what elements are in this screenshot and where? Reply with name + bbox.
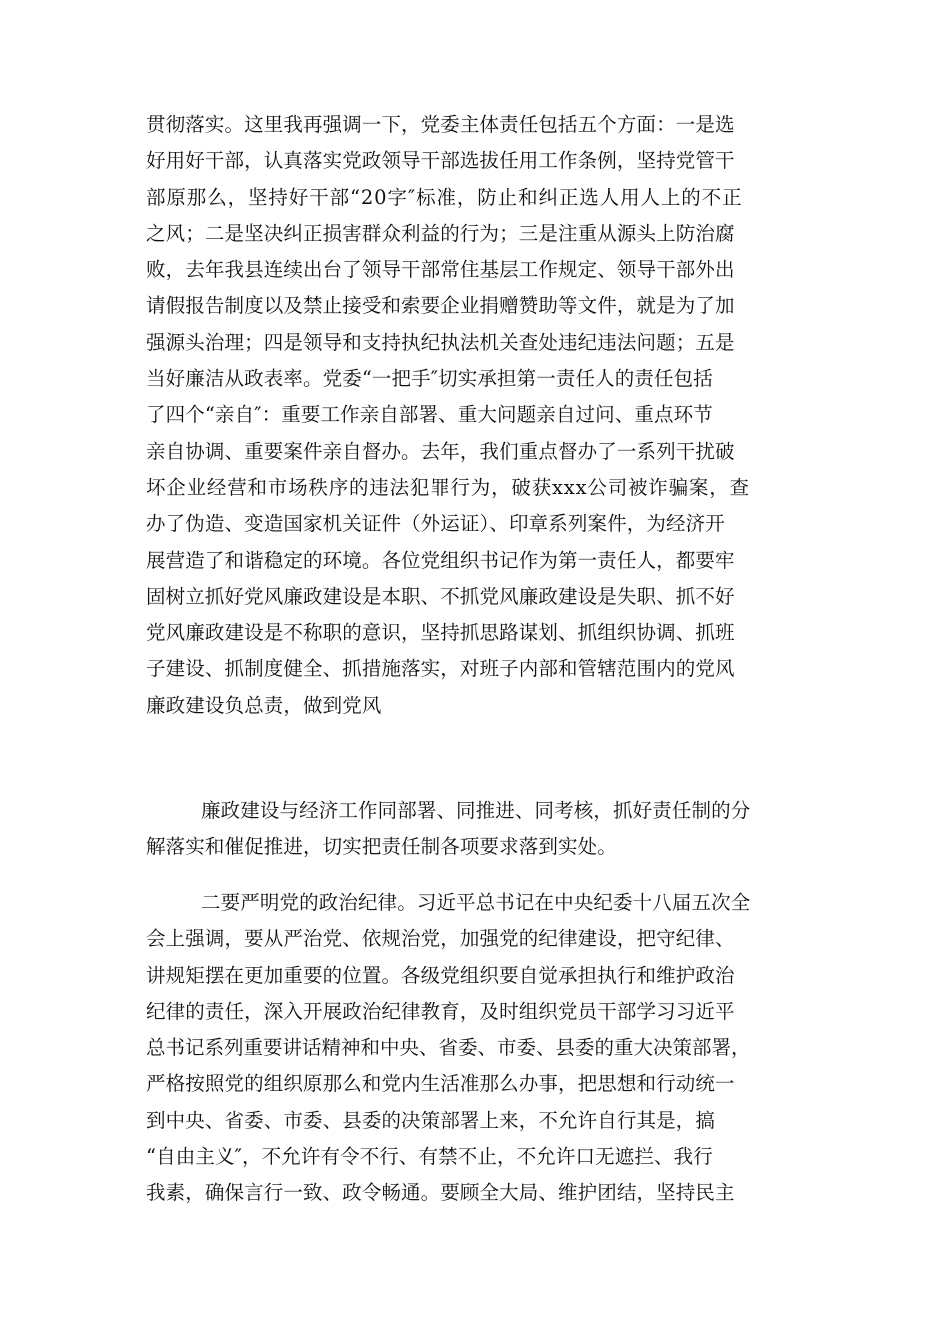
text-line: 之风；二是坚决纠正损害群众利益的行为；三是注重从源头上防治腐 <box>146 221 735 245</box>
text-line: 坏企业经营和市场秩序的违法犯罪行为，破获xxx公司被诈骗案，查 <box>146 475 750 499</box>
text-line: “自由主义″，不允许有令不行、有禁不止，不允许口无遮拦、我行 <box>146 1145 713 1169</box>
text-line: 纪律的责任，深入开展政治纪律教育，及时组织党员干部学习习近平 <box>146 999 735 1023</box>
text-line: 到中央、省委、市委、县委的决策部署上来，不允许自行其是，搞 <box>146 1108 715 1132</box>
text-line: 我素，确保言行一致、政令畅通。要顾全大局、维护团结，坚持民主 <box>146 1181 735 1205</box>
text-line: 展营造了和谐稳定的环境。各位党组织书记作为第一责任人，都要牢 <box>146 548 735 572</box>
text-line: 解落实和催促推进，切实把责任制各项要求落到实处。 <box>146 835 617 859</box>
paragraph-responsibility <box>146 107 826 724</box>
paragraph-implementation <box>146 793 826 866</box>
text-line: 了四个“亲自″：重要工作亲自部署、重大问题亲自过问、重点环节 <box>146 403 713 427</box>
text-line: 亲自协调、重要案件亲自督办。去年，我们重点督办了一系列干扰破 <box>146 439 735 463</box>
text-line: 党风廉政建设是不称职的意识，坚持抓思路谋划、抓组织协调、抓班 <box>146 621 735 645</box>
text-line: 败，去年我县连续出台了领导干部常住基层工作规定、领导干部外出 <box>146 258 735 282</box>
text-line: 严格按照党的组织原那么和党内生活准那么办事，把思想和行动统一 <box>146 1072 735 1096</box>
text-line: 办了伪造、变造国家机关证件（外运证）、印章系列案件，为经济开 <box>146 512 725 536</box>
text-line: 固树立抓好党风廉政建设是本职、不抓党风廉政建设是失职、抓不好 <box>146 584 735 608</box>
text-line: 廉政建设与经济工作同部署、同推进、同考核，抓好责任制的分 <box>201 799 751 822</box>
text-line: 当好廉洁从政表率。党委“一把手″切实承担第一责任人的责任包括 <box>146 367 713 391</box>
paragraph-political-discipline <box>146 885 826 1212</box>
text-line: 子建设、抓制度健全、抓措施落实，对班子内部和管辖范围内的党风 <box>146 657 735 681</box>
text-line: 强源头治理；四是领导和支持执纪执法机关查处违纪违法问题；五是 <box>146 330 735 354</box>
text-line: 贯彻落实。这里我再强调一下，党委主体责任包括五个方面：一是选 <box>146 113 735 136</box>
text-line: 总书记系列重要讲话精神和中央、省委、市委、县委的重大决策部署， <box>146 1036 751 1060</box>
text-line: 好用好干部，认真落实党政领导干部选拔任用工作条例，坚持党管干 <box>146 149 735 173</box>
text-line: 讲规矩摆在更加重要的位置。各级党组织要自觉承担执行和维护政治 <box>146 963 735 987</box>
text-line: 请假报告制度以及禁止接受和索要企业捐赠赞助等文件，就是为了加 <box>146 294 735 318</box>
text-line: 二要严明党的政治纪律。习近平总书记在中央纪委十八届五次全 <box>201 891 751 914</box>
text-line: 会上强调，要从严治党、依规治党，加强党的纪律建设，把守纪律、 <box>146 927 735 951</box>
text-line: 部原那么，坚持好干部“20字″标准，防止和纠正选人用人上的不正 <box>146 185 743 209</box>
text-line: 廉政建设负总责，做到党风 <box>146 693 382 717</box>
